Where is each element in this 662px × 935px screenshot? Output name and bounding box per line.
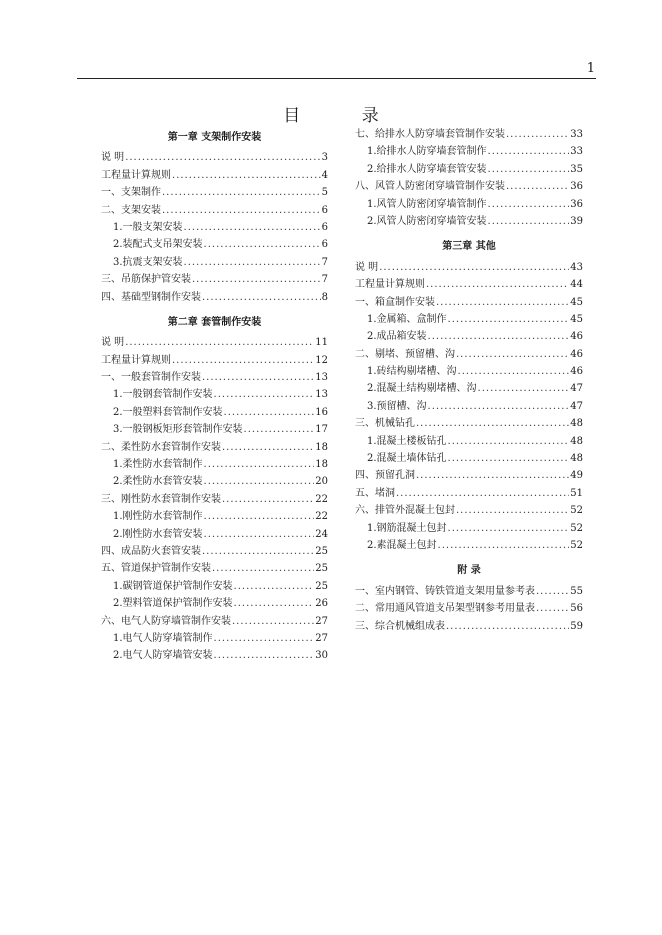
toc-subentry[interactable] <box>101 386 328 403</box>
chapter-heading: 第三章 其他 <box>442 241 496 253</box>
dot-leader <box>428 398 570 415</box>
toc-entry[interactable] <box>101 184 328 201</box>
toc-subentry[interactable] <box>101 456 328 473</box>
toc-subentry[interactable] <box>355 520 583 537</box>
dot-leader <box>224 404 315 421</box>
toc-subentry[interactable] <box>355 398 583 415</box>
dot-leader <box>488 196 570 213</box>
toc-entry-label: 说 明 <box>101 337 125 349</box>
dot-leader <box>162 202 321 219</box>
toc-entry-page: 45 <box>570 313 583 325</box>
toc-entry-label: 2.给排水人防穿墙套管安装 <box>367 163 487 175</box>
dot-leader <box>202 543 314 560</box>
toc-entry[interactable] <box>101 543 328 560</box>
toc-entry[interactable] <box>355 126 583 143</box>
page-title: 目 录 <box>283 106 407 126</box>
toc-entry-label: 六、电气人防穿墙管制作安装 <box>101 615 231 627</box>
toc-entry-label: 2.一般塑料套管制作安装 <box>113 406 223 418</box>
dot-leader <box>214 630 315 647</box>
toc-entry-label: 六、排管外混凝土包封 <box>355 505 455 517</box>
dot-leader <box>244 421 315 438</box>
toc-entry-page: 48 <box>570 418 583 430</box>
toc-entry-label: 二、支架安装 <box>101 204 161 216</box>
toc-entry-label: 3.抗震支架安装 <box>113 256 183 268</box>
dot-leader <box>172 352 314 369</box>
toc-entry[interactable] <box>101 167 328 184</box>
toc-entry-page: 49 <box>570 470 583 482</box>
toc-entry-page: 47 <box>570 400 583 412</box>
dot-leader <box>172 167 321 184</box>
dot-leader <box>204 508 315 525</box>
toc-entry-page: 11 <box>315 337 328 349</box>
dot-leader <box>222 491 314 508</box>
dot-leader <box>446 618 569 635</box>
toc-entry[interactable] <box>101 613 328 630</box>
toc-subentry[interactable] <box>355 433 583 450</box>
toc-entry-label: 2.成品箱安装 <box>367 331 427 343</box>
toc-entry-page: 18 <box>315 459 328 471</box>
dot-leader <box>192 271 321 288</box>
toc-entry-page: 46 <box>570 366 583 378</box>
toc-entry-label: 1.柔性防水套管制作 <box>113 459 203 471</box>
toc-entry-page: 25 <box>315 545 328 557</box>
toc-entry[interactable] <box>101 560 328 577</box>
dot-leader <box>488 143 570 160</box>
dot-leader <box>426 276 569 293</box>
dot-leader <box>212 560 314 577</box>
toc-entry-page: 47 <box>570 383 583 395</box>
toc-entry-page: 26 <box>315 598 328 610</box>
toc-entry[interactable] <box>355 600 583 617</box>
toc-entry-page: 3 <box>321 152 328 164</box>
dot-leader <box>204 473 315 490</box>
toc-subentry[interactable] <box>355 380 583 397</box>
toc-entry-label: 五、管道保护管制作安装 <box>101 563 211 575</box>
toc-entry-label: 七、给排水人防穿墙套管制作安装 <box>355 129 505 140</box>
dot-leader <box>202 289 321 306</box>
toc-entry-label: 二、柔性防水套管制作安装 <box>101 441 221 453</box>
toc-entry-page: 6 <box>321 204 328 216</box>
toc-right-list <box>355 126 583 635</box>
toc-entry-label: 八、风管人防密闭穿墙管制作安装 <box>355 181 505 193</box>
toc-subentry[interactable] <box>101 254 328 271</box>
toc-subentry[interactable] <box>101 526 328 543</box>
toc-entry-label: 2.刚性防水套管安装 <box>113 528 203 540</box>
toc-subentry[interactable] <box>355 196 583 213</box>
toc-entry-label: 2.装配式支吊架安装 <box>113 239 203 251</box>
toc-subentry[interactable] <box>101 647 328 664</box>
toc-entry-page: 25 <box>315 580 328 592</box>
toc-right-column <box>355 126 583 635</box>
toc-entry-label: 四、基础型钢制作安装 <box>101 291 201 303</box>
toc-entry-page: 52 <box>570 522 583 534</box>
toc-entry-page: 48 <box>570 453 583 465</box>
toc-entry-label: 1.风管人防密闭穿墙管制作 <box>367 198 487 210</box>
toc-entry-label: 说 明 <box>101 152 125 164</box>
chapter-heading: 第二章 套管制作安装 <box>167 316 262 328</box>
toc-entry-label: 二、剔堵、预留槽、沟 <box>355 348 455 360</box>
dot-leader <box>204 236 321 253</box>
toc-entry-label: 2.柔性防水套管安装 <box>113 476 203 488</box>
chapter-heading: 第一章 支架制作安装 <box>167 132 262 143</box>
dot-leader <box>456 346 569 363</box>
toc-entry-label: 一、支架制作 <box>101 187 161 199</box>
toc-entry-page: 16 <box>315 406 328 418</box>
dot-leader <box>478 380 570 397</box>
toc-subentry[interactable] <box>355 213 583 230</box>
toc-entry-label: 3.一般钢板矩形套管制作安装 <box>113 424 243 436</box>
dot-leader <box>162 184 321 201</box>
toc-entry-page: 52 <box>570 539 583 551</box>
dot-leader <box>379 259 569 276</box>
toc-entry-page: 46 <box>570 331 583 343</box>
toc-entry[interactable] <box>101 202 328 219</box>
toc-entry-label: 三、刚性防水套管制作安装 <box>101 493 221 505</box>
toc-entry-page: 33 <box>570 146 583 158</box>
toc-entry-label: 1.金属箱、盒制作 <box>367 313 447 325</box>
toc-entry[interactable] <box>101 439 328 456</box>
toc-entry-page: 22 <box>315 511 328 523</box>
dot-leader <box>202 369 314 386</box>
dot-leader <box>234 595 315 612</box>
toc-subentry[interactable] <box>101 219 328 236</box>
toc-entry[interactable] <box>355 294 583 311</box>
toc-subentry[interactable] <box>101 421 328 438</box>
dot-leader <box>428 328 570 345</box>
dot-leader <box>448 520 570 537</box>
dot-leader <box>214 647 315 664</box>
toc-entry-label: 1.钢筋混凝土包封 <box>367 522 447 534</box>
toc-entry-label: 1.一般钢套管制作安装 <box>113 389 213 401</box>
dot-leader <box>488 161 570 178</box>
toc-entry-page: 13 <box>315 389 328 401</box>
toc-entry-label: 说 明 <box>355 261 379 273</box>
toc-entry[interactable] <box>355 618 583 635</box>
toc-entry-label: 1.给排水人防穿墙套管制作 <box>367 146 487 158</box>
toc-entry-label: 1.砖结构剔堵槽、沟 <box>367 366 457 378</box>
toc-entry-label: 二、常用通风管道支吊架型钢参考用量表 <box>355 603 535 615</box>
toc-entry-page: 7 <box>321 274 328 286</box>
dot-leader <box>125 334 314 351</box>
toc-entry-page: 51 <box>570 487 583 499</box>
toc-entry[interactable] <box>355 178 583 195</box>
dot-leader <box>204 526 315 543</box>
dot-leader <box>396 485 569 502</box>
toc-entry-label: 工程量计算规则 <box>101 354 171 366</box>
dot-leader <box>125 149 320 166</box>
dot-leader <box>214 386 315 403</box>
toc-entry-page: 4 <box>321 169 328 181</box>
dot-leader <box>184 254 321 271</box>
toc-entry-page: 35 <box>570 163 583 175</box>
dot-leader <box>416 415 569 432</box>
dot-leader <box>416 467 569 484</box>
toc-entry[interactable] <box>101 352 328 369</box>
toc-entry-page: 56 <box>570 603 583 615</box>
toc-left-column <box>101 126 328 665</box>
toc-entry-label: 2.混凝土结构剔堵槽、沟 <box>367 383 477 395</box>
toc-entry[interactable] <box>101 369 328 386</box>
dot-leader <box>536 600 569 617</box>
toc-entry-page: 17 <box>315 424 328 436</box>
dot-leader <box>438 537 570 554</box>
toc-entry-page: 7 <box>321 256 328 268</box>
header-rule <box>77 78 596 79</box>
toc-entry-page: 48 <box>570 435 583 447</box>
toc-entry-page: 20 <box>315 476 328 488</box>
toc-entry-page: 43 <box>570 261 583 273</box>
toc-entry[interactable] <box>355 467 583 484</box>
toc-subentry[interactable] <box>101 508 328 525</box>
toc-entry-page: 12 <box>315 354 328 366</box>
toc-entry-page: 55 <box>570 585 583 597</box>
toc-entry-label: 三、吊筋保护管安装 <box>101 274 191 286</box>
toc-subentry[interactable] <box>355 450 583 467</box>
toc-entry-page: 52 <box>570 505 583 517</box>
toc-entry[interactable] <box>355 259 583 276</box>
toc-entry[interactable] <box>101 149 328 166</box>
toc-entry-label: 三、机械钻孔 <box>355 418 415 430</box>
toc-entry-label: 1.刚性防水套管制作 <box>113 511 203 523</box>
dot-leader <box>232 613 314 630</box>
toc-entry[interactable] <box>101 289 328 306</box>
dot-leader <box>536 583 569 600</box>
toc-entry-page: 30 <box>315 650 328 662</box>
dot-leader <box>222 439 314 456</box>
toc-entry-page: 44 <box>570 279 583 291</box>
toc-entry[interactable] <box>355 583 583 600</box>
toc-entry[interactable] <box>355 276 583 293</box>
toc-entry-page: 6 <box>321 239 328 251</box>
dot-leader <box>184 219 321 236</box>
toc-entry-label: 1.一般支架安装 <box>113 221 183 233</box>
toc-subentry[interactable] <box>355 328 583 345</box>
dot-leader <box>204 456 315 473</box>
toc-entry-label: 2.混凝土墙体钻孔 <box>367 453 447 465</box>
toc-subentry[interactable] <box>355 161 583 178</box>
page-number: 1 <box>586 61 595 76</box>
toc-entry-page: 24 <box>315 528 328 540</box>
toc-entry-label: 四、预留孔洞 <box>355 470 415 482</box>
toc-subentry[interactable] <box>101 578 328 595</box>
toc-subentry[interactable] <box>355 363 583 380</box>
toc-entry-label: 1.混凝土楼板钻孔 <box>367 435 447 447</box>
toc-entry-label: 四、成品防火套管安装 <box>101 545 201 557</box>
toc-entry[interactable] <box>355 415 583 432</box>
toc-entry[interactable] <box>355 485 583 502</box>
toc-subentry[interactable] <box>355 143 583 160</box>
toc-left-list <box>101 129 328 665</box>
dot-leader <box>448 433 570 450</box>
toc-entry-page: 27 <box>315 632 328 644</box>
toc-entry-page: 18 <box>315 441 328 453</box>
toc-entry-page: 13 <box>315 372 328 384</box>
toc-entry-label: 一、箱盒制作安装 <box>355 296 435 308</box>
toc-subentry[interactable] <box>355 311 583 328</box>
toc-entry-label: 工程量计算规则 <box>101 169 171 181</box>
toc-subentry[interactable] <box>101 473 328 490</box>
toc-entry-label: 五、堵洞 <box>355 487 395 499</box>
toc-entry-page: 59 <box>570 620 583 632</box>
toc-entry-label: 2.风管人防密闭穿墙管安装 <box>367 215 487 227</box>
toc-entry-label: 3.预留槽、沟 <box>367 400 427 412</box>
toc-entry-page: 8 <box>321 291 328 303</box>
chapter-heading: 附 录 <box>457 565 481 577</box>
toc-subentry[interactable] <box>101 630 328 647</box>
toc-entry-label: 1.碳钢管道保护管制作安装 <box>113 580 233 592</box>
toc-entry-page: 33 <box>570 129 583 140</box>
toc-entry-label: 一、室内钢管、铸铁管道支架用量参考表 <box>355 585 535 597</box>
dot-leader <box>436 294 569 311</box>
toc-entry[interactable] <box>355 346 583 363</box>
toc-entry-page: 45 <box>570 296 583 308</box>
dot-leader <box>488 213 570 230</box>
dot-leader <box>448 450 570 467</box>
toc-entry-label: 三、综合机械组成表 <box>355 620 445 632</box>
toc-entry-page: 39 <box>570 215 583 227</box>
toc-entry-label: 2.电气人防穿墙管安装 <box>113 650 213 662</box>
toc-subentry[interactable] <box>101 404 328 421</box>
toc-entry-page: 36 <box>570 198 583 210</box>
toc-entry[interactable] <box>101 271 328 288</box>
toc-entry-page: 22 <box>315 493 328 505</box>
toc-subentry[interactable] <box>101 595 328 612</box>
toc-entry-label: 2.塑料管道保护管制作安装 <box>113 598 233 610</box>
toc-entry-page: 36 <box>570 181 583 193</box>
dot-leader <box>234 578 315 595</box>
toc-entry-page: 27 <box>315 615 328 627</box>
toc-entry-label: 一、一般套管制作安装 <box>101 372 201 384</box>
toc-subentry[interactable] <box>101 236 328 253</box>
dot-leader <box>506 178 569 195</box>
toc-entry-label: 工程量计算规则 <box>355 279 425 291</box>
dot-leader <box>448 311 570 328</box>
toc-entry-page: 5 <box>321 187 328 199</box>
dot-leader <box>456 502 569 519</box>
toc-entry-page: 46 <box>570 348 583 360</box>
toc-entry-page: 25 <box>315 563 328 575</box>
toc-entry[interactable] <box>101 491 328 508</box>
toc-entry[interactable] <box>101 334 328 351</box>
toc-entry-label: 1.电气人防穿墙管制作 <box>113 632 213 644</box>
dot-leader <box>506 126 569 143</box>
dot-leader <box>458 363 570 380</box>
toc-entry[interactable] <box>355 502 583 519</box>
toc-entry-page: 6 <box>321 221 328 233</box>
toc-entry-label: 2.素混凝土包封 <box>367 539 437 551</box>
toc-subentry[interactable] <box>355 537 583 554</box>
